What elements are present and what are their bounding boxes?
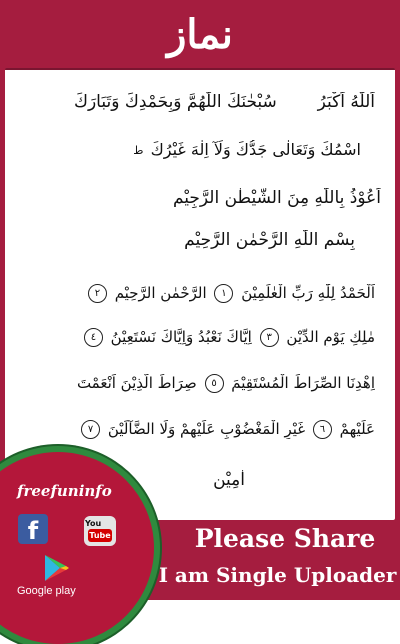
uploader-text: I am Single Uploader (158, 563, 397, 587)
fatiha-verse-5: اِهْدِنَا الصِّرَاطَ الْمُسْتَقِيْمَ (231, 374, 375, 392)
prayer-line-4 (21, 230, 355, 250)
page-title: نماز (167, 10, 233, 58)
youtube-icon[interactable] (84, 516, 116, 546)
fatiha-verse-2: الرَّحْمٰنِ الرَّحِيْمِ (114, 284, 207, 302)
basmala-text: بِسْمِ اللّٰهِ الرَّحْمٰنِ الرَّحِيْمِ (184, 230, 355, 250)
google-play-label: Google play (17, 585, 76, 597)
ayah-marker-6: ٦ (313, 420, 332, 439)
ayah-marker-1: ١ (214, 284, 233, 303)
fatiha-verse-7b: غَيْرِ الْمَغْضُوْبِ عَلَيْهِمْ وَلَا الضَّآلِّيْنَ (107, 420, 306, 438)
amin-text: اٰمِيْن (213, 470, 245, 490)
prayer-line-3 (21, 188, 381, 208)
title-bar (0, 0, 400, 68)
ayah-marker-4: ٤ (84, 328, 103, 347)
fatiha-verse-4: اِيَّاكَ نَعْبُدُ وَاِيَّاكَ نَسْتَعِيْنُ (110, 328, 252, 346)
youtube-tube-text: Tube (89, 531, 111, 540)
facebook-glyph: f (27, 517, 39, 545)
ayah-marker-2: ٢ (88, 284, 107, 303)
fatiha-verse-1: اَلْحَمْدُ لِلّٰهِ رَبِّ الْعٰلَمِيْنَ (241, 284, 375, 302)
fatiha-verse-3: مٰلِكِ يَوْمِ الدِّيْنِ (286, 328, 375, 346)
fatiha-verse-7a: عَلَيْهِمْ (339, 420, 375, 438)
fatiha-verse-6: صِرَاطَ الَّذِيْنَ اَنْعَمْتَ (76, 374, 197, 392)
thana-text-2: اسْمُكَ وَتَعَالٰى جَدُّكَ وَلَآ اِلٰهَ غَيْرُكَ (150, 140, 361, 159)
taawwudh-text: اَعُوْذُ بِاللّٰهِ مِنَ الشَّيْطٰنِ الرَّجِيْمِ (172, 188, 381, 208)
prayer-line-8 (21, 420, 375, 439)
prayer-line-7 (21, 374, 375, 393)
ayah-marker-5: ٥ (205, 374, 224, 393)
youtube-you-text: You (85, 519, 102, 528)
prayer-line-2 (21, 140, 361, 159)
prayer-line-5 (21, 284, 375, 303)
share-text: Please Share (194, 524, 376, 553)
ayah-marker-3: ٣ (260, 328, 279, 347)
stop-mark: ط (133, 144, 144, 157)
facebook-icon[interactable] (18, 514, 48, 544)
brand-name: freefuninfo (17, 482, 112, 500)
prayer-line-6 (21, 328, 375, 347)
thana-text-1: سُبْحٰنَكَ اللّٰهُمَّ وَبِحَمْدِكَ وَتَبَارَكَ (73, 92, 277, 112)
takbir-text: اَللّٰهُ اَكْبَرُ (317, 92, 375, 112)
prayer-line-1 (21, 92, 375, 112)
ayah-marker-7: ٧ (81, 420, 100, 439)
google-play-icon[interactable] (40, 552, 72, 584)
